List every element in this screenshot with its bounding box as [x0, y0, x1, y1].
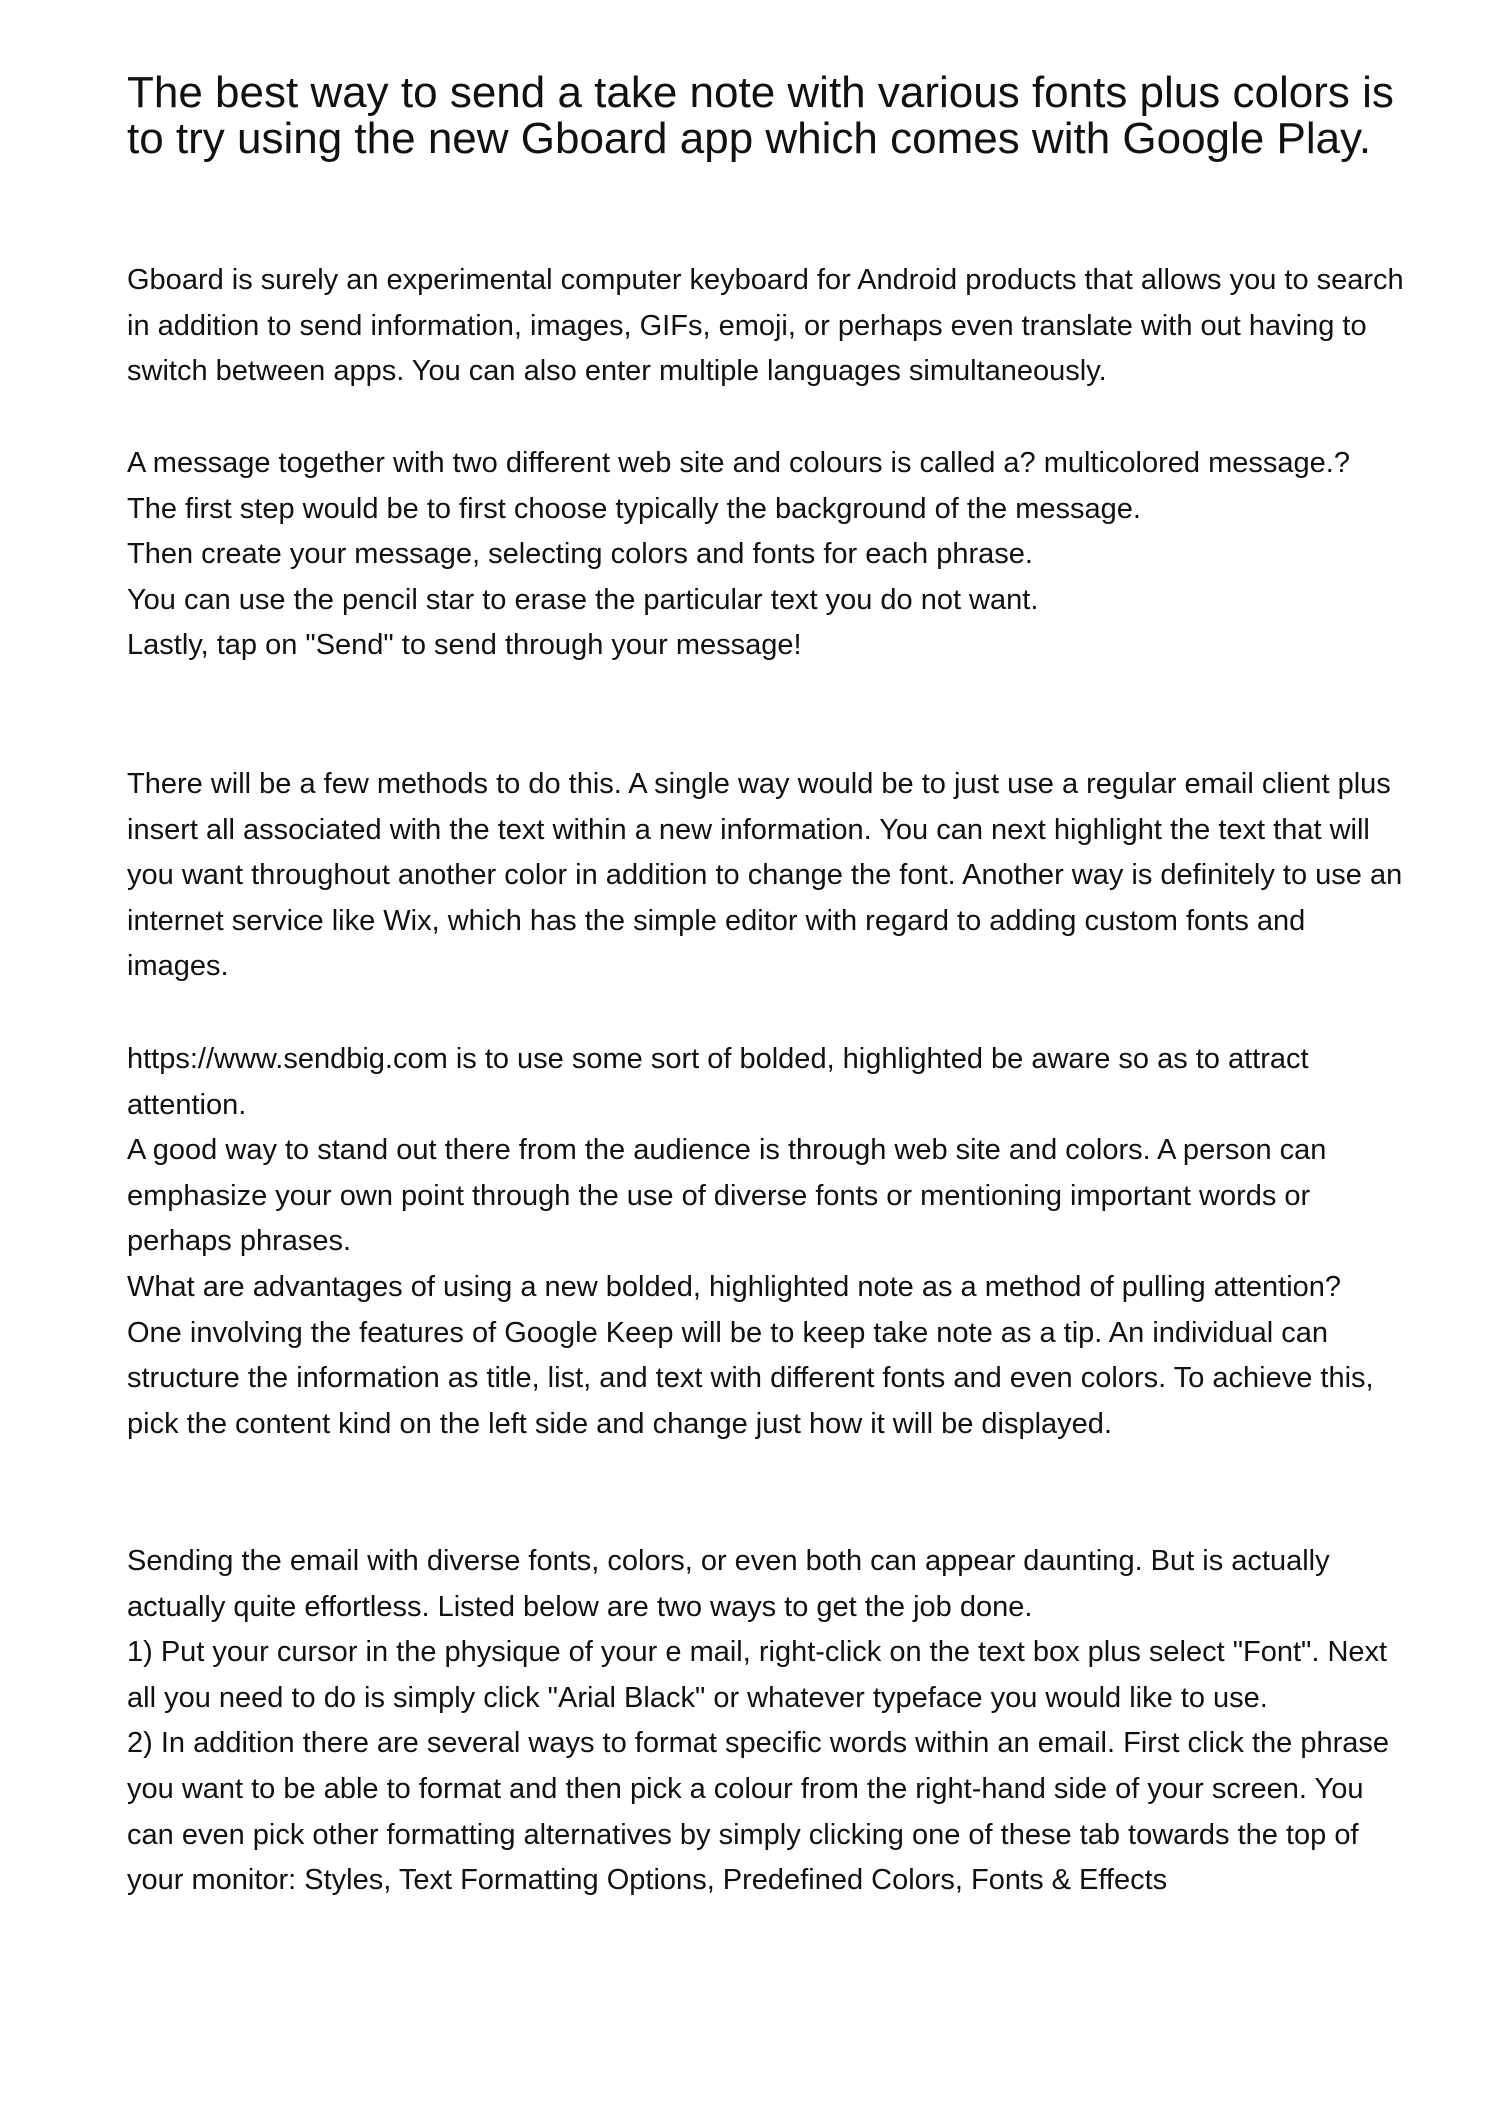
paragraph-sending-email: [127, 1539, 1407, 1904]
paragraph-line: You can use the pencil star to erase the particular text you do not want.: [127, 583, 1039, 616]
paragraph-line: There will be a few methods to do this. A single way would be to just use a regular email client plus insert all associated with the text within a new information. You can next highlight the text that will you want throughout another color in addition to change the font. Another way is definitely to use an internet service like Wix, which has the simple editor with regard to adding custom fonts and images.: [127, 768, 1403, 983]
paragraph-multicolored-message: [127, 441, 1407, 669]
paragraph-line: A message together with two different web site and colours is called a? multicolored message.?: [127, 447, 1350, 479]
paragraph-line: Sending the email with diverse fonts, colors, or even both can appear daunting. But is actually actually quite effortless. Listed below are two ways to get the job done.: [127, 1545, 1330, 1623]
paragraph-line: One involving the features of Google Keep will be to keep take note as a tip. An individual can structure the information as title, list, and text with different fonts and even colors. To achieve this, pick the content kind on the left side and change just how it will be displayed.: [127, 1316, 1374, 1440]
paragraph-line: Then create your message, selecting colors and fonts for each phrase.: [127, 538, 1033, 571]
paragraph-line: Gboard is surely an experimental computer keyboard for Android products that allows you to search in addition to send information, images, GIFs, emoji, or perhaps even translate with out having to switch between apps. You can also enter multiple languages simultaneously.: [127, 264, 1404, 388]
paragraph-gboard-intro: [127, 258, 1407, 395]
paragraph-line: A good way to stand out there from the audience is through web site and colors. A person can emphasize your own point through the use of diverse fonts or mentioning important words or perhaps phrases.: [127, 1134, 1327, 1258]
paragraph-line: What are advantages of using a new bolded, highlighted note as a method of pulling attention?: [127, 1270, 1342, 1303]
paragraph-bolded-note: [127, 1037, 1407, 1447]
paragraph-line: https://www.sendbig.com is to use some sort of bolded, highlighted be aware so as to attract attention.: [127, 1043, 1309, 1121]
paragraph-methods: [127, 762, 1407, 990]
paragraph-line: Lastly, tap on "Send" to send through your message!: [127, 629, 802, 662]
document-title: The best way to send a take note with various fonts plus colors is to try using the new Gboard app which comes with Google Play.: [127, 68, 1394, 163]
paragraph-line: 2) In addition there are several ways to format specific words within an email. First click the phrase you want to be able to format and then pick a colour from the right-hand side of your screen. You can even pick other formatting alternatives by simply clicking one of these tab towards the top of your monitor: Styles, Text Formatting Options, Predefined Colors, Fonts & Effects: [127, 1727, 1390, 1897]
paragraph-line: 1) Put your cursor in the physique of your e mail, right-click on the text box plus select "Font". Next all you need to do is simply click "Arial Black" or whatever typeface you would like to use.: [127, 1636, 1388, 1714]
paragraph-line: The first step would be to first choose typically the background of the message.: [127, 492, 1141, 525]
